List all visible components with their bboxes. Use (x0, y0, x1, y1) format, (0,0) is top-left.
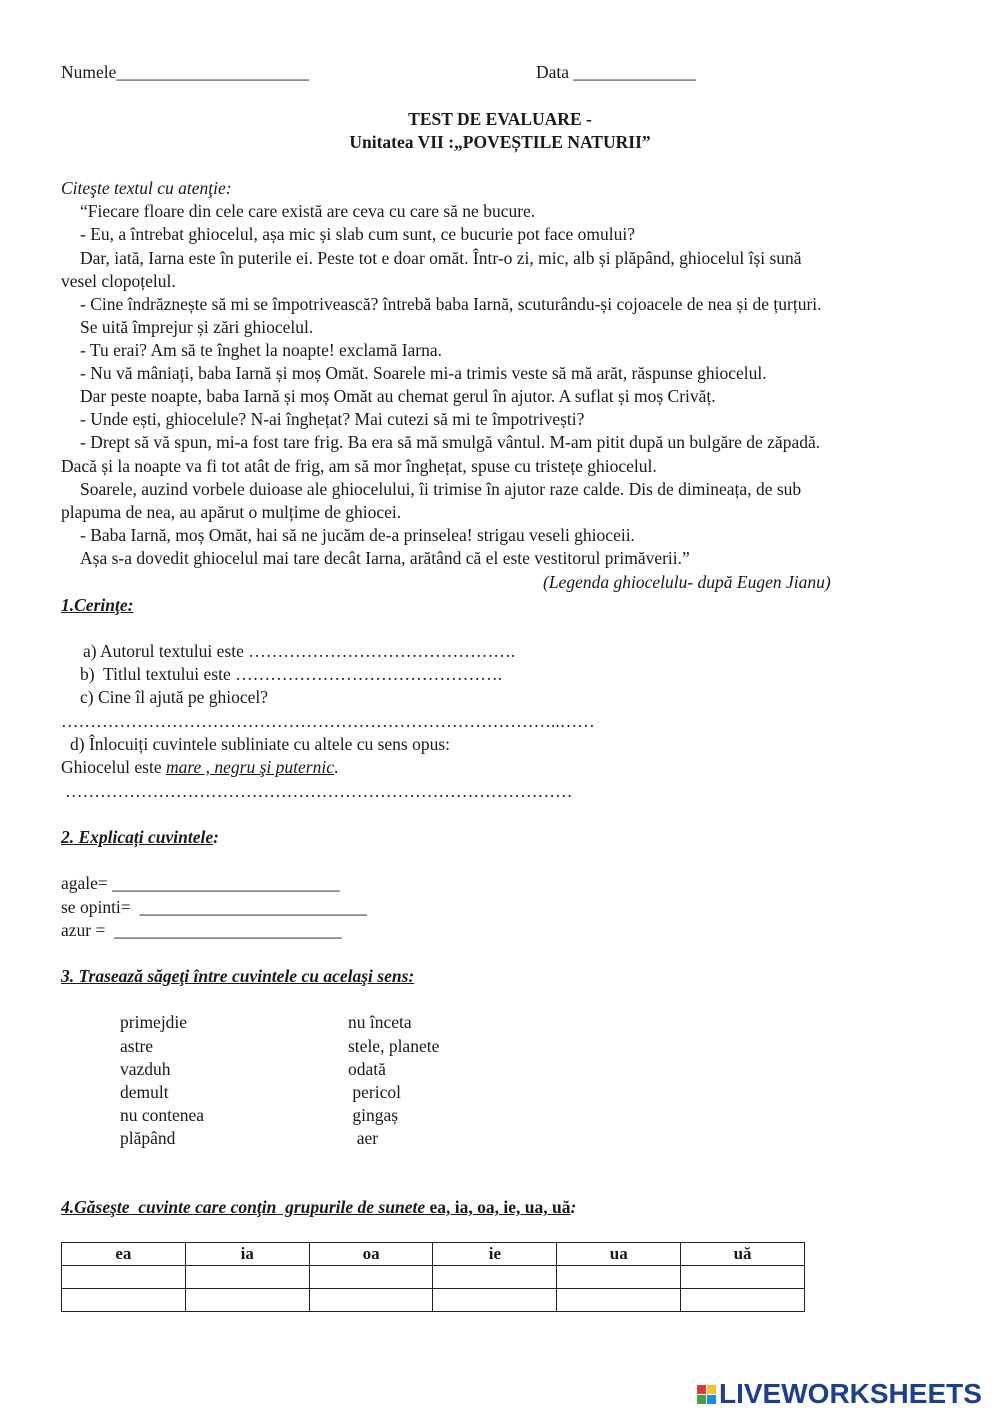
table-cell[interactable] (62, 1289, 186, 1312)
table-cell[interactable] (185, 1289, 309, 1312)
definition-azur[interactable]: azur = __________________________ (61, 920, 342, 940)
liveworksheets-logo-text: LIVEWORKSHEETS (719, 1378, 982, 1409)
column-header: ea (62, 1243, 186, 1266)
reading-line: Dacă și la noapte va fi tot atât de frig, am să mor înghețat, spuse cu tristețe ghiocelul. (61, 456, 657, 476)
question-c: c) Cine îl ajută pe ghiocel? (80, 687, 269, 707)
synonym-left-word[interactable]: demult (120, 1082, 169, 1102)
logo-square (697, 1385, 706, 1394)
synonym-left-word[interactable]: vazduh (120, 1059, 171, 1079)
reading-line: - Nu vă mâniați, baba Iarnă și moș Omăt. Soarele mi-a trimis veste să mă arăt, răspunse ghiocelul. (80, 363, 767, 383)
synonym-right-word[interactable]: odată (348, 1059, 386, 1079)
table-cell[interactable] (185, 1266, 309, 1289)
synonym-left-word[interactable]: primejdie (120, 1012, 188, 1032)
reading-line: Așa s-a dovedit ghiocelul mai tare decât Iarna, arătând că el este vestitorul primăverii.” (80, 548, 690, 568)
column-header: ia (185, 1243, 309, 1266)
question-d-sentence (61, 757, 338, 777)
synonym-right-word[interactable]: stele, planete (348, 1036, 440, 1056)
underlined-words: mare , negru şi puternic (165, 757, 334, 777)
reading-line: - Eu, a întrebat ghiocelul, așa mic și slab cum sunt, ce bucurie pot face omului? (80, 224, 635, 244)
table-header-row (62, 1243, 805, 1266)
reading-line: Dar peste noapte, baba Iarnă și moș Omăt au chemat gerul în ajutor. A suflat și moș Crivăț. (80, 386, 716, 406)
test-title: TEST DE EVALUARE - (408, 109, 592, 129)
section2-heading-text: 2. Explicați cuvintele (61, 827, 214, 847)
question-d-answer-line[interactable]: …………………………………………………………………………… (65, 781, 573, 801)
table-row (62, 1289, 805, 1312)
date-field-label: Data ______________ (536, 62, 696, 82)
question-a[interactable]: a) Autorul textului este ………………………………………. (83, 641, 516, 661)
reading-source: (Legenda ghiocelulu- după Eugen Jianu) (543, 572, 831, 592)
table-cell[interactable] (433, 1266, 557, 1289)
liveworksheets-logo-icon (697, 1385, 716, 1404)
liveworksheets-logo (697, 1378, 982, 1410)
section4-heading (61, 1197, 576, 1217)
reading-line: Dar, iată, Iarna este în puterile ei. Peste tot e doar omăt. Într-o zi, mic, alb și plăpând, ghiocelul își sună (80, 248, 802, 268)
unit-title: Unitatea VII :„POVEȘTILE NATURII” (349, 132, 651, 152)
synonym-left-word[interactable]: astre (120, 1036, 154, 1056)
column-header: oa (309, 1243, 433, 1266)
reading-line: - Tu erai? Am să te înghet la noapte! exclamă Iarna. (80, 340, 443, 360)
section4-heading-text: 4.Găseşte cuvinte care conţin grupurile de sunete (61, 1197, 430, 1217)
section3-heading: 3. Trasează săgeţi între cuvintele cu acelaşi sens: (61, 966, 415, 986)
reading-line: - Baba Iarnă, moș Omăt, hai să ne jucăm de-a prinselea! strigau veseli ghioceii. (80, 525, 635, 545)
question-d: d) Înlocuiți cuvintele subliniate cu altele cu sens opus: (70, 734, 451, 754)
logo-square (707, 1385, 716, 1394)
reading-line: “Fiecare floare din cele care există are ceva cu care să ne bucure. (80, 201, 536, 221)
table-cell[interactable] (309, 1289, 433, 1312)
synonym-left-word[interactable]: plăpând (120, 1128, 176, 1148)
reading-line: Soarele, auzind vorbele duioase ale ghiocelului, îi trimise în ajutor raze calde. Dis de dimineața, de sub (80, 479, 802, 499)
reading-line: Se uită împrejur și zări ghiocelul. (80, 317, 314, 337)
question-b[interactable]: b) Titlul textului este ………………………………………. (80, 664, 502, 684)
table-cell[interactable] (557, 1289, 681, 1312)
table-cell[interactable] (557, 1266, 681, 1289)
table-cell[interactable] (62, 1266, 186, 1289)
reading-line: - Unde ești, ghiocelule? N-ai înghețat? Mai cutezi să mi te împotrivești? (80, 409, 585, 429)
synonym-right-word[interactable]: aer (348, 1128, 379, 1148)
section2-heading (61, 827, 219, 847)
column-header: uă (681, 1243, 805, 1266)
reading-line: plapuma de nea, au apărut o mulțime de ghiocei. (61, 502, 402, 522)
column-header: ua (557, 1243, 681, 1266)
synonym-right-word[interactable]: nu înceta (348, 1012, 412, 1032)
reading-line: vesel clopoțelul. (61, 271, 176, 291)
definition-se-opinti[interactable]: se opinti= __________________________ (61, 897, 367, 917)
table-cell[interactable] (433, 1289, 557, 1312)
table-cell[interactable] (681, 1289, 805, 1312)
question-c-answer-line[interactable]: …………………………………………………………………………..…… (61, 711, 595, 731)
reading-line: - Drept să vă spun, mi-a fost tare frig. Ba era să mă smulgă vântul. M-am pitit după un bulgăre de zăpadă. (80, 432, 821, 452)
sound-groups-table (61, 1242, 805, 1312)
section4-heading-groups: ea, ia, oa, ie, ua, uă (429, 1197, 571, 1217)
column-header: ie (433, 1243, 557, 1266)
section2-heading-colon: : (213, 827, 219, 847)
logo-square (697, 1395, 706, 1404)
table-row (62, 1266, 805, 1289)
reading-instruction: Citeşte textul cu atenţie: (61, 178, 232, 198)
definition-agale[interactable]: agale= __________________________ (61, 873, 340, 893)
table-cell[interactable] (681, 1266, 805, 1289)
sentence-prefix: Ghiocelul este (61, 757, 166, 777)
section1-heading: 1.Cerinţe: (61, 595, 134, 615)
synonym-right-word[interactable]: pericol (348, 1082, 401, 1102)
synonym-right-word[interactable]: gingaș (348, 1105, 399, 1125)
reading-line: - Cine îndrăznește să mi se împotrivească? întrebă baba Iarnă, scuturându-și cojoacele de nea și de țurțuri. (80, 294, 822, 314)
table-cell[interactable] (309, 1266, 433, 1289)
sentence-suffix: . (333, 757, 339, 777)
logo-square (707, 1395, 716, 1404)
name-field-label: Numele______________________ (61, 62, 309, 82)
synonym-left-word[interactable]: nu contenea (120, 1105, 205, 1125)
section4-heading-colon: : (570, 1197, 577, 1217)
